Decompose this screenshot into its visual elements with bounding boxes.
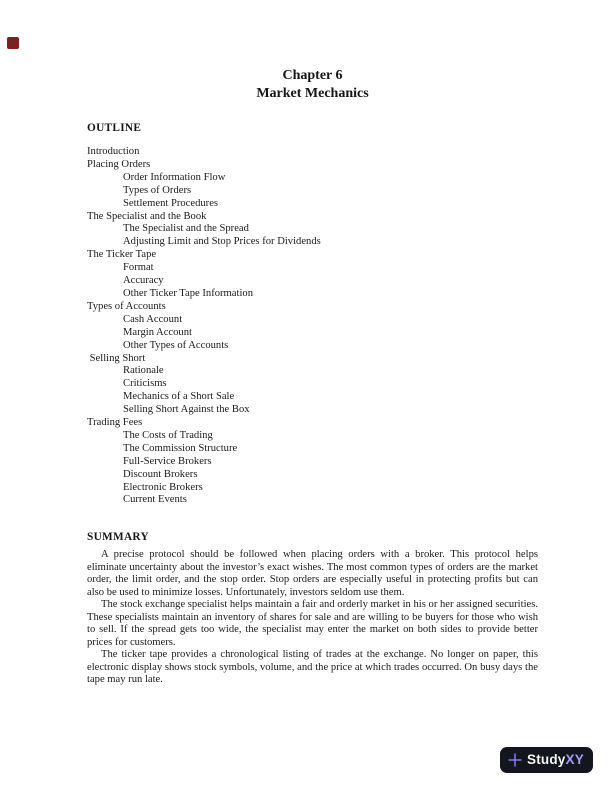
outline-item: Types of Accounts	[87, 300, 166, 312]
outline-item: The Specialist and the Spread	[123, 223, 249, 235]
outline-item: Cash Account	[123, 313, 183, 325]
summary-paragraph: The stock exchange specialist helps maintain a fair and orderly market in his or her assigned securities. These specialists maintain an inventory of shares for sale and are willing to be buyers for those who wish to sell. If the spread gets too wide, the specialist may enter the market on both sides to provide better prices for customers.	[87, 599, 538, 648]
outline-item: Format	[123, 262, 154, 274]
outline-item: Discount Brokers	[123, 468, 198, 480]
summary-heading: SUMMARY	[87, 531, 149, 543]
brand-name-primary: Study	[527, 752, 566, 767]
chapter-title	[87, 67, 538, 102]
brand-name-accent: XY	[565, 752, 584, 767]
outline-item: Current Events	[123, 494, 187, 506]
chapter-number: Chapter 6	[282, 68, 343, 83]
outline-item: The Ticker Tape	[87, 249, 157, 261]
outline-item: Selling Short	[87, 352, 146, 364]
red-corner-marker	[7, 37, 19, 49]
outline-item: Electronic Brokers	[123, 481, 203, 493]
outline-item: Mechanics of a Short Sale	[123, 391, 235, 403]
outline-item: Other Ticker Tape Information	[123, 287, 253, 299]
outline-list	[87, 146, 321, 507]
outline-item: Rationale	[123, 365, 164, 377]
outline-item: Accuracy	[123, 275, 164, 287]
summary-paragraph: The ticker tape provides a chronological listing of trades at the exchange. No longer on paper, this electronic display shows stock symbols, volume, and the price at which trades occurred. On busy days the tape may run late.	[87, 649, 538, 686]
summary-paragraph: A precise protocol should be followed when placing orders with a broker. This protocol helps eliminate uncertainty about the investor’s exact wishes. The most common types of orders are the market order, the limit order, and the stop order. Stop orders are especially useful in protecting profits but can also be used to minimize losses. Unfortunately, investors seldom use them.	[87, 549, 538, 598]
outline-item: Placing Orders	[87, 158, 151, 170]
outline-item: Order Information Flow	[123, 171, 226, 183]
outline-item: Introduction	[87, 146, 140, 157]
plus-icon	[507, 752, 523, 768]
outline-item: Types of Orders	[123, 184, 192, 196]
outline-item: Trading Fees	[87, 417, 143, 429]
outline-item: Adjusting Limit and Stop Prices for Dividends	[123, 236, 321, 248]
outline-item: Selling Short Against the Box	[123, 404, 250, 416]
outline-item: Settlement Procedures	[123, 197, 219, 209]
outline-item: Criticisms	[123, 378, 167, 390]
outline-item: Margin Account	[123, 326, 192, 338]
outline-item: The Commission Structure	[123, 442, 238, 454]
outline-item: The Specialist and the Book	[87, 210, 207, 222]
outline-item: The Costs of Trading	[123, 429, 213, 441]
brand-name	[527, 751, 584, 769]
outline-heading: OUTLINE	[87, 122, 142, 134]
chapter-name: Market Mechanics	[256, 85, 369, 101]
studyxy-badge	[500, 747, 593, 773]
outline-item: Full-Service Brokers	[123, 455, 212, 467]
outline-item: Other Types of Accounts	[123, 339, 229, 351]
summary-body	[87, 549, 538, 687]
